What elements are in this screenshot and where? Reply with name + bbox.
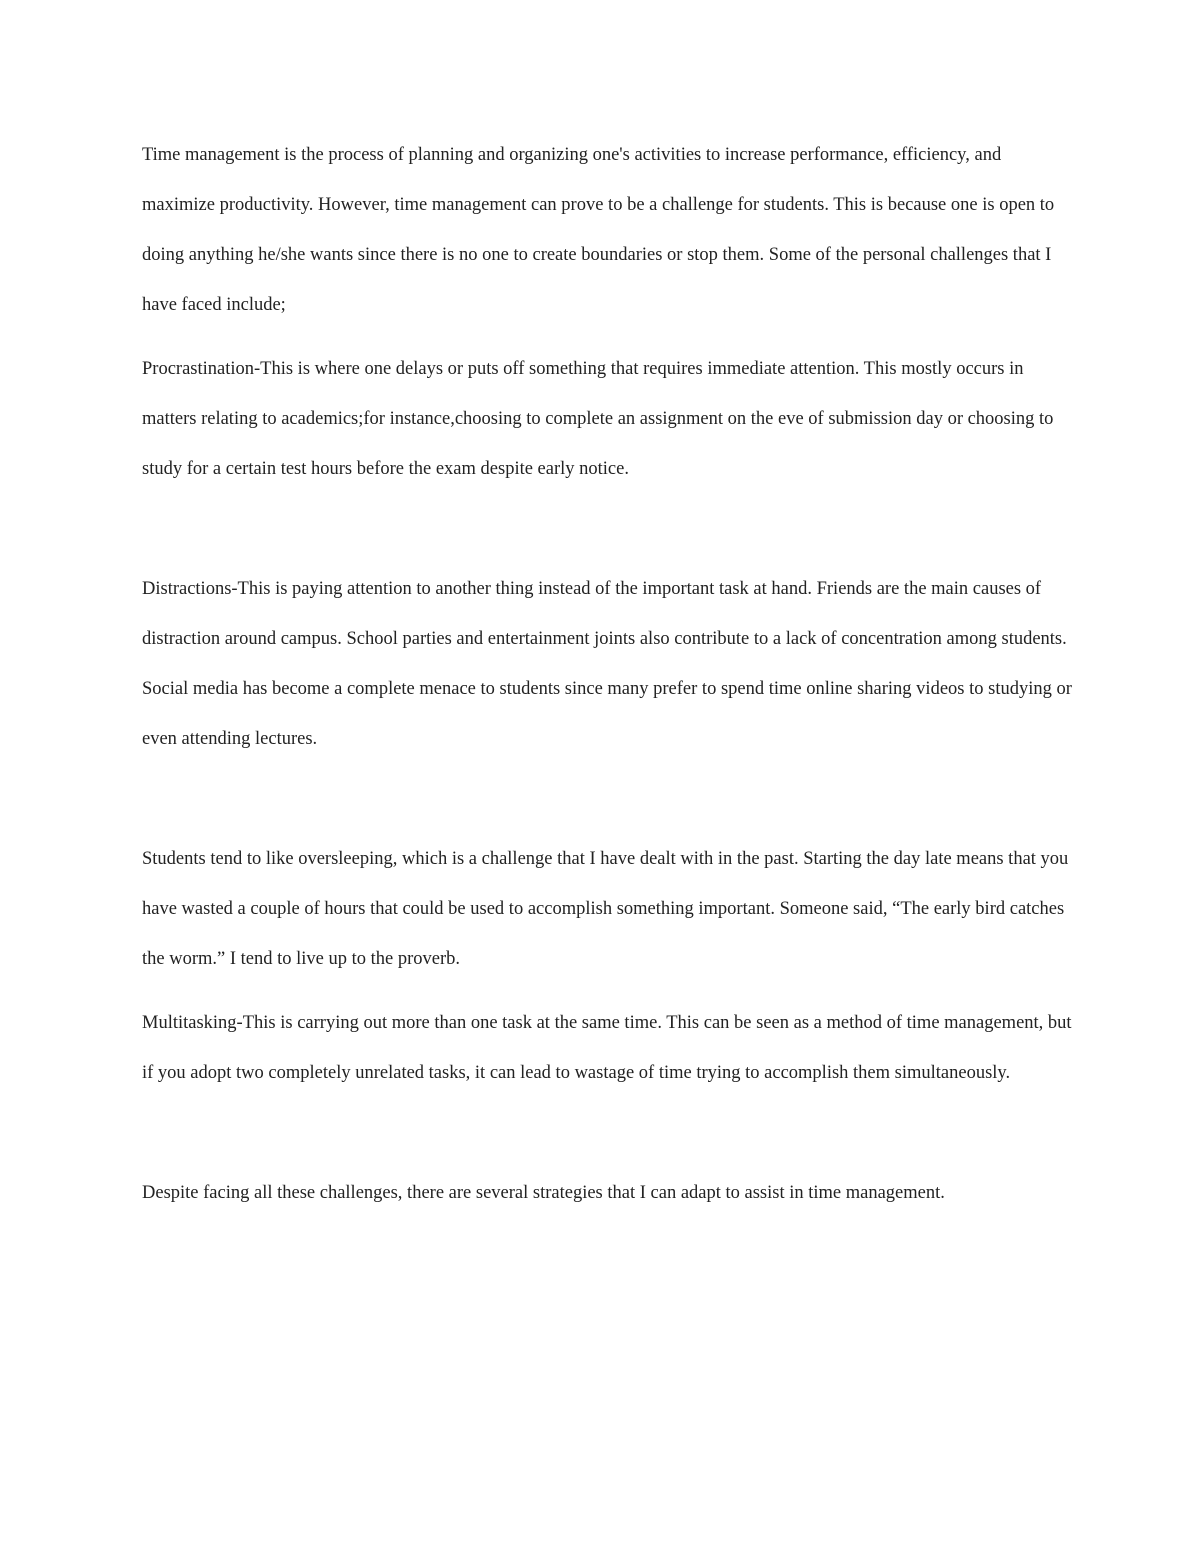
paragraph-spacer bbox=[142, 494, 1072, 564]
paragraph-conclusion: Despite facing all these challenges, there are several strategies that I can adapt to assist in time management. bbox=[142, 1183, 945, 1203]
paragraph-oversleeping: Students tend to like oversleeping, which is a challenge that I have dealt with in the past. Starting the day late means that you have wasted a couple of hours that could be used to accomplish something important. Someone said, “The early bird catches the worm.” I tend to live up to the proverb. bbox=[142, 849, 1069, 969]
paragraph-distractions: Distractions-This is paying attention to another thing instead of the important task at hand. Friends are the main causes of distraction around campus. School parties and entertainment joints also contribute to a lack of concentration among students. Social media has become a complete menace to students since many prefer to spend time online sharing videos to studying or even attending lectures. bbox=[142, 579, 1072, 749]
paragraph-spacer bbox=[142, 1098, 1072, 1168]
paragraph-procrastination: Procrastination-This is where one delays or puts off something that requires immediate attention. This mostly occurs in matters relating to academics;for instance,choosing to complete an assignment on the eve of submission day or choosing to study for a certain test hours before the exam despite early notice. bbox=[142, 359, 1054, 479]
paragraph-multitasking: Multitasking-This is carrying out more than one task at the same time. This can be seen as a method of time management, but if you adopt two completely unrelated tasks, it can lead to wastage of time trying to accomplish them simultaneously. bbox=[142, 1013, 1072, 1083]
paragraph-spacer bbox=[142, 330, 1072, 344]
paragraph-spacer bbox=[142, 984, 1072, 998]
document-body bbox=[142, 130, 1072, 1218]
paragraph-intro: Time management is the process of planning and organizing one's activities to increase performance, efficiency, and maximize productivity. However, time management can prove to be a challenge for students. This is because one is open to doing anything he/she wants since there is no one to create boundaries or stop them. Some of the personal challenges that I have faced include; bbox=[142, 145, 1055, 315]
paragraph-spacer bbox=[142, 764, 1072, 834]
